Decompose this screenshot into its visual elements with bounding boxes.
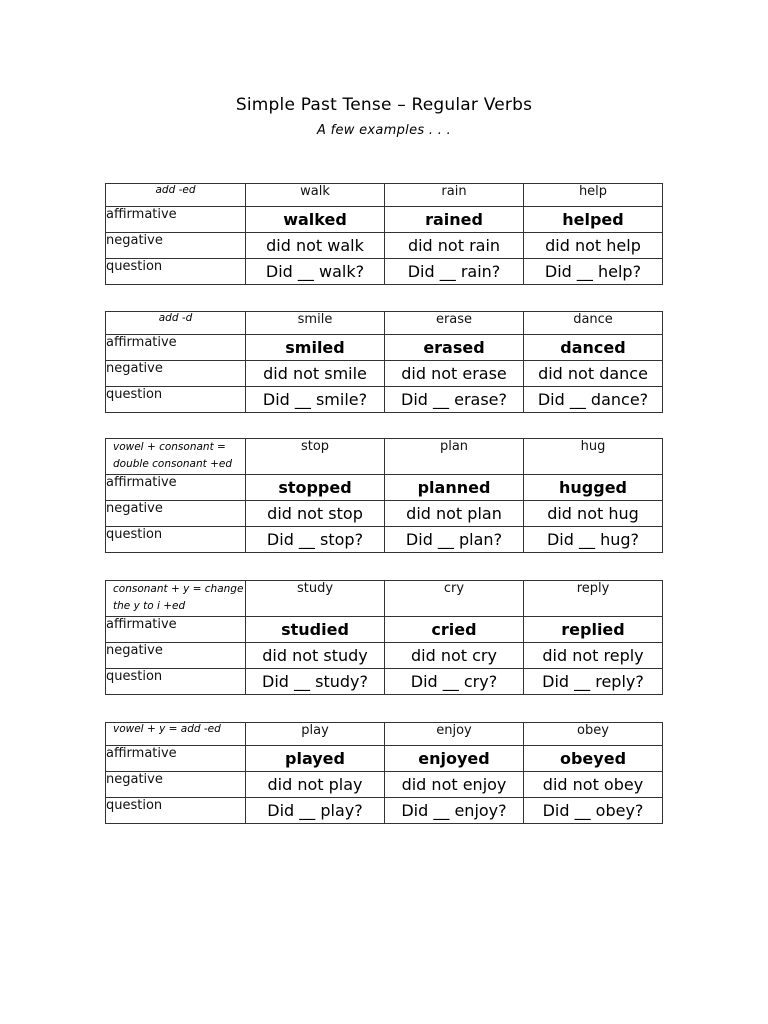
affirmative-row <box>106 207 663 233</box>
verb-table-add-d <box>105 311 663 413</box>
rule-cell: vowel + consonant = double consonant +ed <box>106 439 246 475</box>
base-verb: erase <box>385 312 524 335</box>
affirmative-form: obeyed <box>524 746 663 772</box>
negative-form: did not plan <box>385 501 524 527</box>
base-verb: help <box>524 184 663 207</box>
negative-form: did not help <box>524 233 663 259</box>
base-verb: rain <box>385 184 524 207</box>
negative-form: did not rain <box>385 233 524 259</box>
base-verb: study <box>246 581 385 617</box>
question-form: Did __ reply? <box>524 669 663 695</box>
negative-form: did not erase <box>385 361 524 387</box>
question-form: Did __ rain? <box>385 259 524 285</box>
base-verb: smile <box>246 312 385 335</box>
negative-form: did not dance <box>524 361 663 387</box>
row-label: affirmative <box>106 335 246 361</box>
table-header-row <box>106 723 663 746</box>
question-form: Did __ play? <box>246 798 385 824</box>
row-label: negative <box>106 361 246 387</box>
negative-form: did not study <box>246 643 385 669</box>
row-label: negative <box>106 501 246 527</box>
question-row <box>106 259 663 285</box>
row-label: affirmative <box>106 475 246 501</box>
affirmative-form: danced <box>524 335 663 361</box>
base-verb: reply <box>524 581 663 617</box>
question-form: Did __ smile? <box>246 387 385 413</box>
question-form: Did __ study? <box>246 669 385 695</box>
affirmative-form: smiled <box>246 335 385 361</box>
page-subtitle: A few examples . . . <box>316 123 452 138</box>
affirmative-form: walked <box>246 207 385 233</box>
rule-cell: add -ed <box>106 184 246 207</box>
base-verb: stop <box>246 439 385 475</box>
question-form: Did __ walk? <box>246 259 385 285</box>
row-label: affirmative <box>106 207 246 233</box>
affirmative-row <box>106 617 663 643</box>
affirmative-row <box>106 746 663 772</box>
base-verb: plan <box>385 439 524 475</box>
affirmative-form: rained <box>385 207 524 233</box>
question-form: Did __ erase? <box>385 387 524 413</box>
verb-table-consonant-y <box>105 580 663 695</box>
negative-form: did not enjoy <box>385 772 524 798</box>
negative-row <box>106 233 663 259</box>
row-label: question <box>106 259 246 285</box>
question-form: Did __ plan? <box>385 527 524 553</box>
question-form: Did __ help? <box>524 259 663 285</box>
question-form: Did __ stop? <box>246 527 385 553</box>
base-verb: walk <box>246 184 385 207</box>
affirmative-form: replied <box>524 617 663 643</box>
negative-form: did not stop <box>246 501 385 527</box>
verb-table-double-consonant <box>105 438 663 553</box>
affirmative-row <box>106 335 663 361</box>
question-form: Did __ hug? <box>524 527 663 553</box>
base-verb: enjoy <box>385 723 524 746</box>
affirmative-form: erased <box>385 335 524 361</box>
affirmative-form: helped <box>524 207 663 233</box>
rule-cell: vowel + y = add -ed <box>106 723 246 746</box>
question-row <box>106 527 663 553</box>
row-label: question <box>106 798 246 824</box>
affirmative-form: stopped <box>246 475 385 501</box>
affirmative-form: cried <box>385 617 524 643</box>
negative-row <box>106 772 663 798</box>
base-verb: dance <box>524 312 663 335</box>
question-form: Did __ dance? <box>524 387 663 413</box>
table-header-row <box>106 184 663 207</box>
affirmative-form: hugged <box>524 475 663 501</box>
rule-cell: consonant + y = change the y to i +ed <box>106 581 246 617</box>
negative-form: did not play <box>246 772 385 798</box>
row-label: question <box>106 669 246 695</box>
base-verb: cry <box>385 581 524 617</box>
verb-table-add-ed <box>105 183 663 285</box>
question-form: Did __ obey? <box>524 798 663 824</box>
row-label: question <box>106 387 246 413</box>
row-label: question <box>106 527 246 553</box>
negative-form: did not reply <box>524 643 663 669</box>
row-label: affirmative <box>106 746 246 772</box>
question-row <box>106 669 663 695</box>
row-label: negative <box>106 233 246 259</box>
row-label: negative <box>106 643 246 669</box>
affirmative-form: played <box>246 746 385 772</box>
affirmative-form: studied <box>246 617 385 643</box>
negative-row <box>106 643 663 669</box>
base-verb: hug <box>524 439 663 475</box>
base-verb: play <box>246 723 385 746</box>
negative-form: did not walk <box>246 233 385 259</box>
affirmative-row <box>106 475 663 501</box>
negative-form: did not hug <box>524 501 663 527</box>
verb-table-vowel-y <box>105 722 663 824</box>
question-row <box>106 798 663 824</box>
negative-row <box>106 501 663 527</box>
question-form: Did __ enjoy? <box>385 798 524 824</box>
negative-row <box>106 361 663 387</box>
table-header-row <box>106 312 663 335</box>
question-form: Did __ cry? <box>385 669 524 695</box>
row-label: negative <box>106 772 246 798</box>
affirmative-form: enjoyed <box>385 746 524 772</box>
negative-form: did not smile <box>246 361 385 387</box>
negative-form: did not cry <box>385 643 524 669</box>
base-verb: obey <box>524 723 663 746</box>
negative-form: did not obey <box>524 772 663 798</box>
table-header-row <box>106 439 663 475</box>
question-row <box>106 387 663 413</box>
rule-cell: add -d <box>106 312 246 335</box>
affirmative-form: planned <box>385 475 524 501</box>
table-header-row <box>106 581 663 617</box>
row-label: affirmative <box>106 617 246 643</box>
page-title: Simple Past Tense – Regular Verbs <box>235 95 533 115</box>
